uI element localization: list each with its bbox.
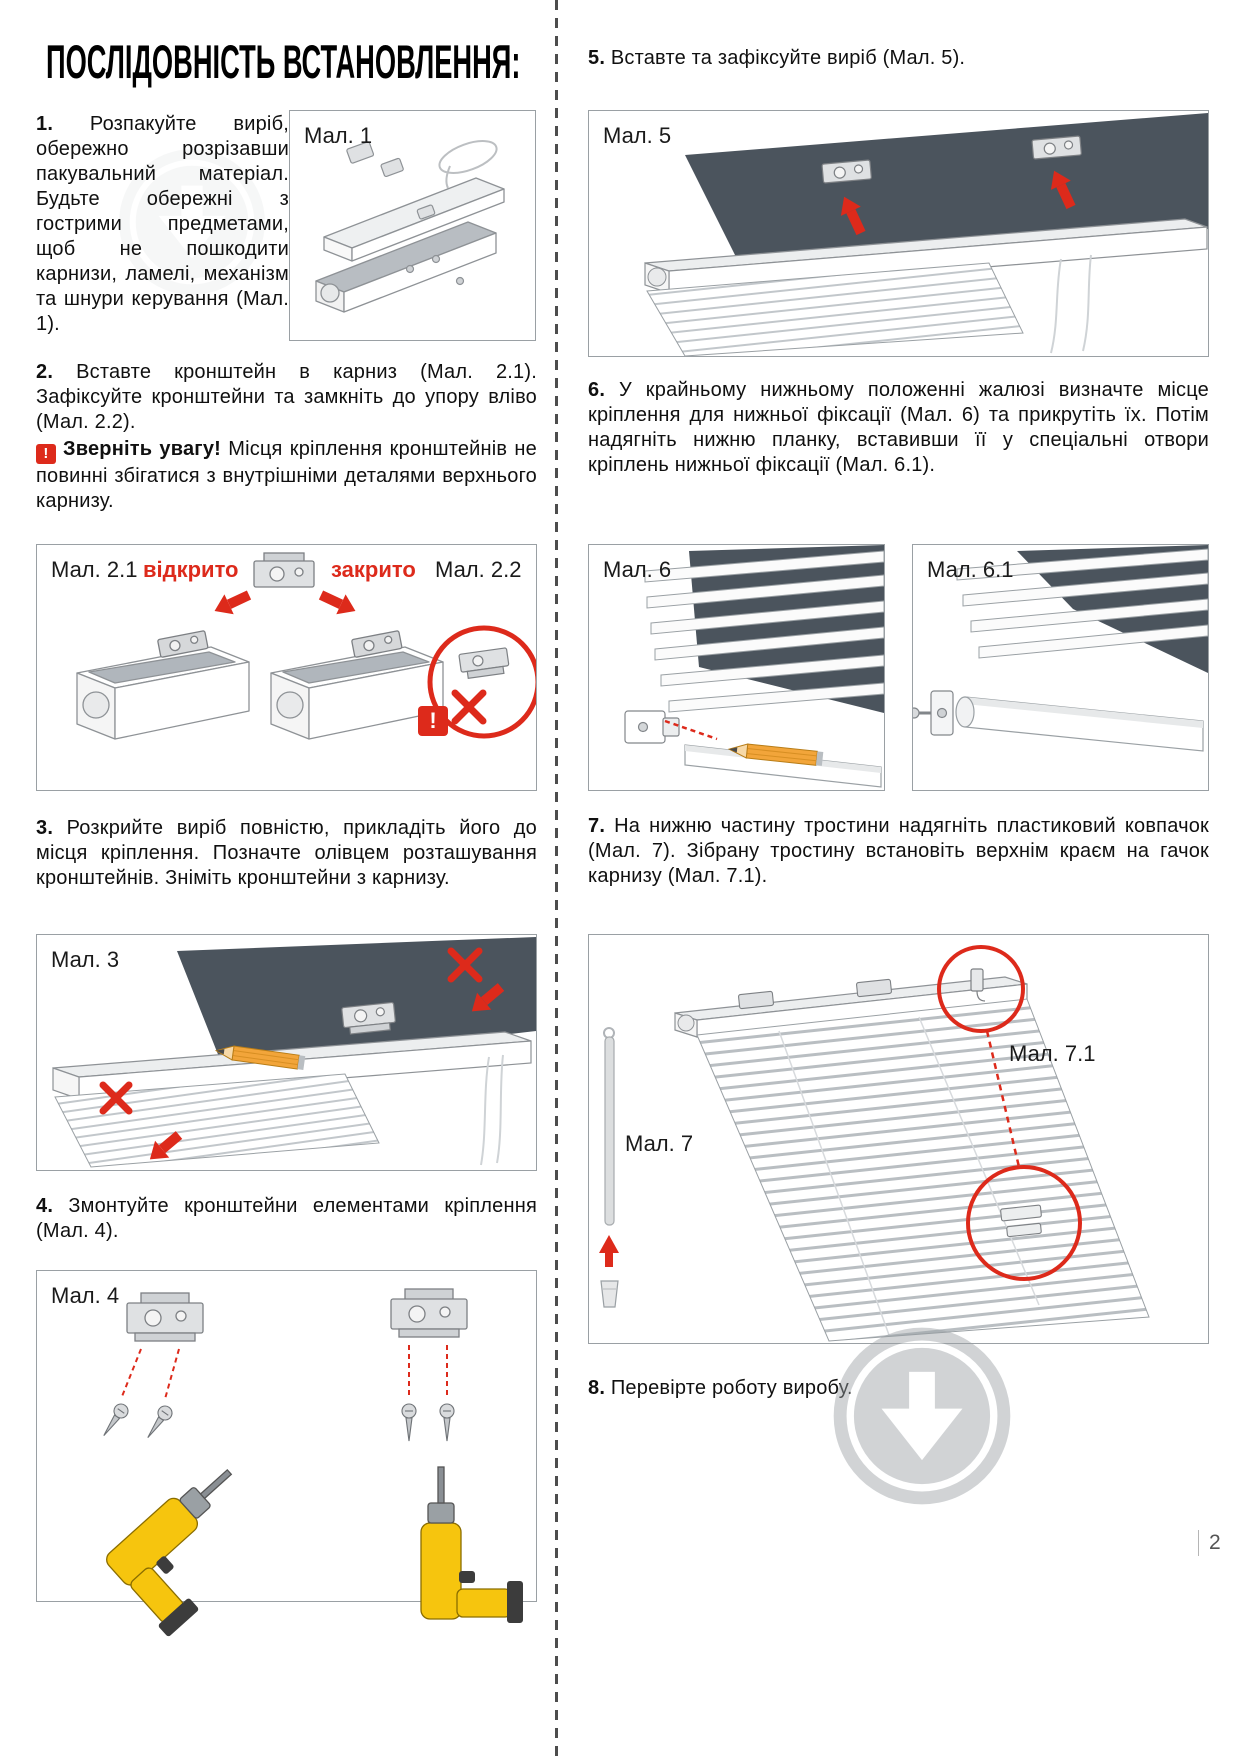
step-4-text: Змонтуйте кронштейни елементами кріплення (Мал. 4).	[36, 1195, 537, 1242]
step-8	[588, 1376, 1209, 1401]
step-2-text: Вставте кронштейн в карниз (Мал. 2.1). Зафіксуйте кронштейни та замкніть до упору вліво (Мал. 2.2).	[36, 361, 538, 433]
figure-4-label: Мал. 4	[51, 1283, 120, 1308]
step-5-number: 5.	[588, 47, 606, 69]
figure-7-label: Мал. 7	[625, 1131, 694, 1156]
drill-icon	[100, 1457, 284, 1637]
step-1	[36, 112, 289, 337]
figure-5	[588, 110, 1209, 357]
screw-icon	[98, 1401, 131, 1439]
figure-2-1-label: Мал. 2.1	[51, 557, 138, 582]
figure-1-label: Мал. 1	[304, 123, 373, 148]
hook-icon	[971, 969, 983, 991]
step-4-number: 4.	[36, 1195, 54, 1217]
drill-icon	[421, 1467, 523, 1623]
figure-3-label: Мал. 3	[51, 947, 120, 972]
warning-title: Зверніть увагу!	[63, 438, 222, 460]
step-4	[36, 1194, 537, 1244]
plastic-cap-icon	[601, 1281, 618, 1307]
figure-6-1-label: Мал. 6.1	[927, 557, 1014, 582]
closed-label: закрито	[331, 557, 416, 582]
step-3	[36, 816, 537, 891]
figure-6	[588, 544, 885, 791]
watermark-logo-icon	[830, 1324, 1014, 1508]
warning-text: Місця кріплення кронштейнів не повинні збігатися з внутрішніми деталями верхнього карнизу.	[36, 438, 538, 512]
step-5	[588, 46, 1208, 71]
step-2-number: 2.	[36, 361, 54, 383]
figure-5-label: Мал. 5	[603, 123, 672, 148]
screw-icon	[440, 1404, 454, 1441]
column-divider	[555, 0, 558, 1760]
fig5-mounting-illustration	[589, 111, 1208, 356]
step-5-text: Вставте та зафіксуйте виріб (Мал. 5).	[610, 47, 966, 69]
figure-1	[289, 110, 536, 341]
warning-note	[36, 437, 537, 514]
step-6-text: У крайньому нижньому положенні жалюзі визначте місце кріплення для нижньої фіксації (Мал. 6) та прикрутіть їх. Потім надягніть нижню планку, вставивши її у спеціальні отвори кріплень нижньої фіксації (Мал. 6.1).	[588, 379, 1209, 476]
wand-icon	[605, 1037, 614, 1225]
step-6	[588, 378, 1209, 478]
open-label: відкрито	[143, 557, 239, 582]
step-7	[588, 814, 1209, 889]
step-1-number: 1.	[36, 113, 54, 135]
screw-icon	[402, 1404, 416, 1441]
step-7-number: 7.	[588, 815, 606, 837]
figure-2	[36, 544, 537, 791]
figure-3	[36, 934, 537, 1171]
wrong-mounting-warning-icon: !	[418, 706, 448, 736]
page-number: 2	[1198, 1530, 1221, 1556]
step-1-text: Розпакуйте виріб, обережно розрізавши пакувальний матеріал. Будьте обережні з гострими предметами, щоб не пошкодити карнизи, ламелі, механізм та шнури керування (Мал. 1).	[36, 113, 289, 335]
screw-icon	[142, 1403, 175, 1441]
step-6-number: 6.	[588, 379, 606, 401]
step-3-number: 3.	[36, 817, 54, 839]
figure-7	[588, 934, 1209, 1344]
step-8-text: Перевірте роботу виробу.	[610, 1377, 853, 1399]
figure-4	[36, 1270, 537, 1602]
figure-6-label: Мал. 6	[603, 557, 672, 582]
fig4-drilling-illustration	[37, 1271, 536, 1601]
step-7-text: На нижню частину тростини надягніть пластиковий ковпачок (Мал. 7). Зібрану тростину встановіть верхнім краєм на гачок карнизу (Мал. 7.1).	[588, 815, 1209, 887]
warning-icon: !	[36, 444, 56, 464]
step-3-text: Розкрийте виріб повністю, прикладіть його до місця кріплення. Позначте олівцем розташування кронштейнів. Зніміть кронштейни з карнизу.	[36, 817, 537, 889]
figure-6-1	[912, 544, 1209, 791]
page-title: ПОСЛІДОВНІСТЬ ВСТАНОВЛЕННЯ:	[46, 35, 521, 88]
figure-7-1-label: Мал. 7.1	[1009, 1041, 1096, 1066]
step-8-number: 8.	[588, 1377, 606, 1399]
figure-2-2-label: Мал. 2.2	[435, 557, 522, 582]
step-2	[36, 360, 537, 514]
